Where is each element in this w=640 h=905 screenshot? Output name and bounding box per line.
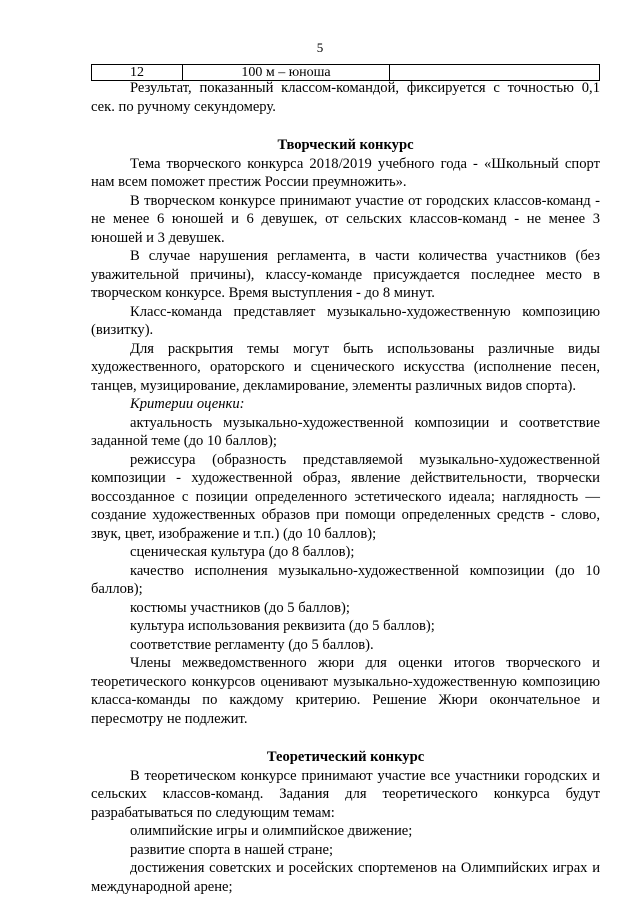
criterion-item: соответствие регламенту (до 5 баллов). [130, 636, 374, 653]
criterion-item: актуальность музыкально-художественной композиции и соответствие заданной теме (до 10 баллов); [91, 414, 600, 449]
theory-topic-item: развитие спорта в нашей стране; [130, 841, 334, 858]
theory-topic-item: достижения советских и росейских спортеменов на Олимпийских играх и международной арене; [91, 860, 600, 895]
criterion-item: сценическая культура (до 8 баллов); [130, 544, 355, 560]
creative-composition-paragraph: Класс-команда представляет музыкально-художественную композицию (визитку). [91, 303, 600, 338]
criterion-item: культура использования реквизита (до 5 баллов); [130, 618, 435, 634]
theory-intro-paragraph: В теоретическом конкурсе принимают участие все участники городских и сельских классов-команд. Задания для теоретического конкурса будут разрабатываться по следующим темам: [91, 767, 600, 821]
criteria-label: Критерии оценки: [130, 396, 245, 412]
creative-means-paragraph: Для раскрытия темы могут быть использованы различные виды художественного, ораторского и сценического искусства (исполнение песен, танцев, музицирование, декламирование, элементы различных видов спорта). [91, 340, 600, 394]
table-cell-event: 100 м – юноша [183, 65, 390, 81]
theory-contest-heading: Теоретический конкурс [266, 749, 425, 765]
criterion-item: качество исполнения музыкально-художественной композиции (до 10 баллов); [91, 562, 600, 597]
criterion-item: костюмы участников (до 5 баллов); [130, 599, 350, 616]
criterion-item: режиссура (образность представляемой музыкально-художественной композиции - художественной образ, явление действительности, творчески воссозданное с позиции определенного эстетического идеала; наглядность — создание художественных образов при помощи определенных средств - слово, звук, цвет, изображение и т.п.) (до 10 баллов); [91, 451, 600, 542]
creative-theme-paragraph: Тема творческого конкурса 2018/2019 учебного года - «Школьный спорт нам всем поможет престиж России преумножить». [91, 155, 600, 190]
creative-violation-paragraph: В случае нарушения регламента, в части количества участников (без уважительной причины), классу-команде присуждается последнее место в творческом конкурсе. Время выступления - до 8 минут. [91, 248, 600, 301]
creative-participants-paragraph: В творческом конкурсе принимают участие от городских классов-команд - не менее 6 юношей и 6 девушек, от сельских классов-команд - не менее 3 юношей и 3 девушек. [91, 192, 600, 246]
table-cell-number: 12 [92, 65, 183, 81]
page-number: 5 [316, 40, 324, 55]
theory-topic-item: олимпийские игры и олимпийское движение; [130, 823, 413, 839]
jury-paragraph: Члены межведомственного жюри для оценки итогов творческого и теоретического конкурсов оценивают музыкально-художественную композицию класса-команды по каждому критерию. Решение Жюри окончательное и пересмотру не подлежит. [91, 655, 600, 727]
document-body [91, 79, 600, 896]
result-note: Результат, показанный классом-командой, фиксируется с точностью 0,1 сек. по ручному секундомеру. [91, 80, 600, 115]
creative-contest-heading: Творческий конкурс [277, 137, 414, 153]
